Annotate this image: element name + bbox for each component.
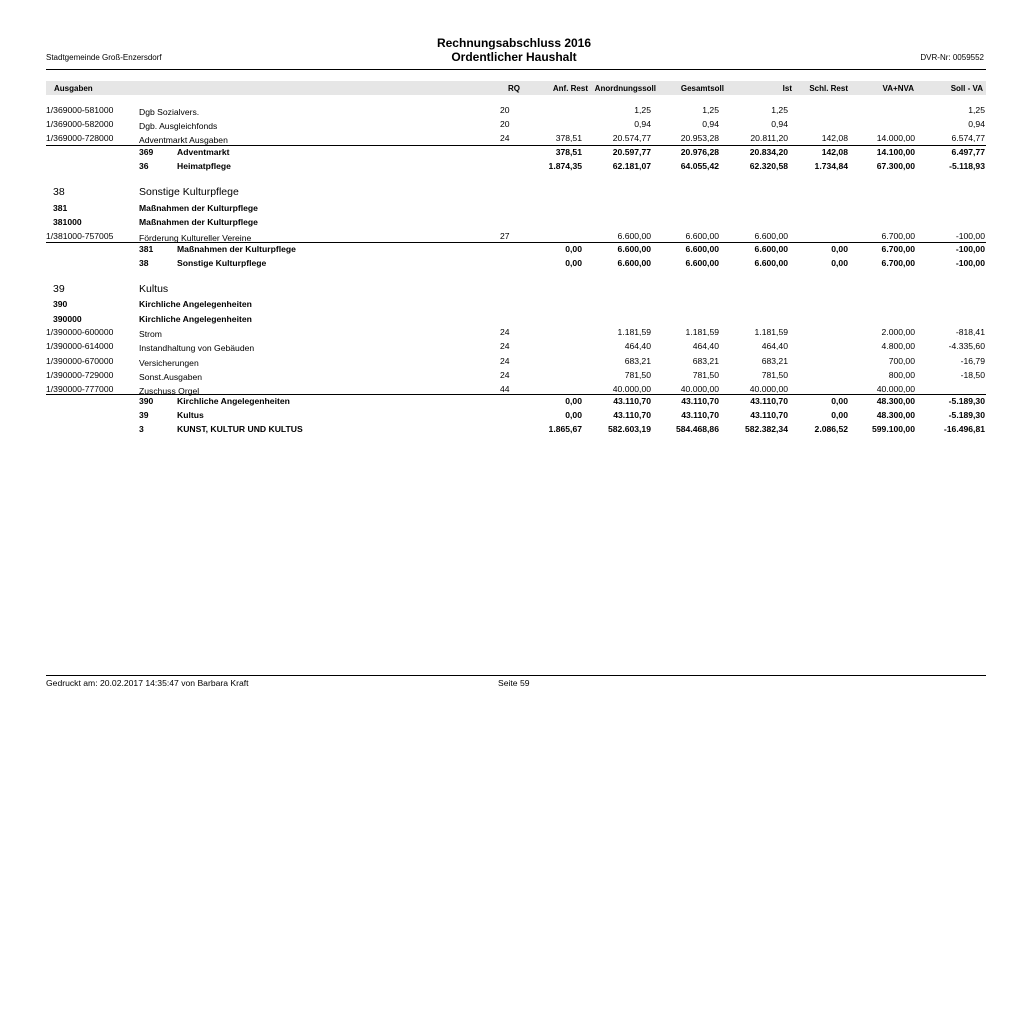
cell-ges: 584.468,86 <box>675 424 719 434</box>
cell-anord: 20.597,77 <box>612 147 651 157</box>
cell-ges: 20.953,28 <box>680 133 719 143</box>
cell-anf: 0,00 <box>565 258 582 268</box>
print-info: Gedruckt am: 20.02.2017 14:35:47 von Barbara Kraft <box>46 678 249 688</box>
cell-anf: 0,00 <box>565 410 582 420</box>
account-description: Zuschuss Orgel <box>139 386 200 396</box>
cell-anf: 0,00 <box>565 396 582 406</box>
page-number: Seite 59 <box>498 678 530 688</box>
sub-title: Maßnahmen der Kulturpflege <box>139 203 258 213</box>
cell-rq: 24 <box>500 341 510 351</box>
cell-ges: 43.110,70 <box>681 396 719 406</box>
cell-sva: -5.189,30 <box>948 396 985 406</box>
cell-schl: 0,00 <box>831 396 848 406</box>
col-va-nva: VA+NVA <box>882 84 914 93</box>
cell-ges: 0,94 <box>702 119 719 129</box>
cell-va: 4.800,00 <box>881 341 915 351</box>
cell-anord: 1,25 <box>634 105 651 115</box>
municipality-name: Stadtgemeinde Groß-Enzersdorf <box>46 53 162 62</box>
sum-code: 38 <box>139 258 149 268</box>
cell-ist: 20.834,20 <box>749 147 788 157</box>
sum-code: 3 <box>139 424 144 434</box>
sum-label: Adventmarkt <box>177 147 230 157</box>
cell-sva: 0,94 <box>968 119 985 129</box>
sum-code: 369 <box>139 147 154 157</box>
cell-anord: 683,21 <box>624 356 651 366</box>
group-code: 38 <box>53 186 65 198</box>
cell-anord: 43.110,70 <box>613 396 651 406</box>
cell-schl: 142,08 <box>821 133 848 143</box>
cell-sva: -100,00 <box>955 258 985 268</box>
cell-ist: 62.320,58 <box>749 161 788 171</box>
cell-ist: 0,94 <box>771 119 788 129</box>
sub-code: 390000 <box>53 314 82 324</box>
subtotal-rule <box>46 242 986 243</box>
sub-title: Kirchliche Angelegenheiten <box>139 314 252 324</box>
cell-schl: 1.734,84 <box>814 161 848 171</box>
header-divider <box>46 69 986 70</box>
sub-title: Maßnahmen der Kulturpflege <box>139 217 258 227</box>
cell-va: 48.300,00 <box>876 396 915 406</box>
cell-schl: 142,08 <box>821 147 848 157</box>
cell-anord: 582.603,19 <box>607 424 651 434</box>
cell-anord: 6.600,00 <box>617 258 651 268</box>
cell-va: 599.100,00 <box>871 424 915 434</box>
col-anordnungssoll: Anordnungssoll <box>594 84 656 93</box>
cell-sva: 6.497,77 <box>951 147 985 157</box>
cell-anord: 20.574,77 <box>612 133 651 143</box>
cell-anord: 40.000,00 <box>612 384 651 394</box>
sum-label: Kultus <box>177 410 204 420</box>
sum-label: KUNST, KULTUR UND KULTUS <box>177 424 303 434</box>
cell-va: 67.300,00 <box>876 161 915 171</box>
sum-label: Heimatpflege <box>177 161 231 171</box>
col-ausgaben: Ausgaben <box>54 84 93 93</box>
report-title-line2: Ordentlicher Haushalt <box>451 50 577 64</box>
cell-ist: 582.382,34 <box>744 424 788 434</box>
account-number: 1/390000-600000 <box>46 327 114 337</box>
cell-rq: 44 <box>500 384 510 394</box>
cell-ist: 40.000,00 <box>749 384 788 394</box>
cell-schl: 0,00 <box>831 244 848 254</box>
cell-anf: 0,00 <box>565 244 582 254</box>
cell-va: 14.100,00 <box>876 147 915 157</box>
cell-schl: 0,00 <box>831 410 848 420</box>
account-description: Strom <box>139 329 162 339</box>
cell-va: 40.000,00 <box>876 384 915 394</box>
col-gesamtsoll: Gesamtsoll <box>680 84 724 93</box>
account-number: 1/390000-670000 <box>46 356 114 366</box>
cell-sva: -16,79 <box>960 356 985 366</box>
account-number: 1/369000-581000 <box>46 105 114 115</box>
cell-va: 700,00 <box>888 356 915 366</box>
cell-ist: 6.600,00 <box>754 231 788 241</box>
account-description: Versicherungen <box>139 358 199 368</box>
cell-va: 14.000,00 <box>876 133 915 143</box>
cell-sva: -16.496,81 <box>943 424 985 434</box>
cell-ges: 6.600,00 <box>685 244 719 254</box>
cell-sva: -100,00 <box>955 244 985 254</box>
cell-ges: 6.600,00 <box>685 231 719 241</box>
account-number: 1/390000-777000 <box>46 384 114 394</box>
cell-sva: -818,41 <box>955 327 985 337</box>
sum-code: 39 <box>139 410 149 420</box>
cell-sva: -4.335,60 <box>948 341 985 351</box>
cell-schl: 2.086,52 <box>814 424 848 434</box>
subtotal-rule <box>46 394 986 395</box>
sub-title: Kirchliche Angelegenheiten <box>139 299 252 309</box>
cell-sva: -18,50 <box>960 370 985 380</box>
cell-ges: 781,50 <box>692 370 719 380</box>
col-schl-rest: Schl. Rest <box>809 84 848 93</box>
cell-sva: -5.189,30 <box>948 410 985 420</box>
cell-va: 6.700,00 <box>881 258 915 268</box>
account-description: Förderung Kultureller Vereine <box>139 233 252 243</box>
cell-ist: 43.110,70 <box>750 396 788 406</box>
cell-anord: 6.600,00 <box>617 231 651 241</box>
footer-divider <box>46 675 986 676</box>
sub-code: 381000 <box>53 217 82 227</box>
sum-label: Maßnahmen der Kulturpflege <box>177 244 296 254</box>
sum-code: 381 <box>139 244 154 254</box>
account-number: 1/369000-728000 <box>46 133 114 143</box>
cell-ges: 1.181,59 <box>685 327 719 337</box>
cell-ist: 683,21 <box>761 356 788 366</box>
cell-rq: 20 <box>500 119 510 129</box>
cell-rq: 24 <box>500 327 510 337</box>
cell-rq: 24 <box>500 133 510 143</box>
cell-va: 800,00 <box>888 370 915 380</box>
cell-va: 2.000,00 <box>881 327 915 337</box>
cell-ist: 464,40 <box>761 341 788 351</box>
cell-ist: 781,50 <box>761 370 788 380</box>
cell-rq: 24 <box>500 370 510 380</box>
account-description: Dgb. Ausgleichfonds <box>139 121 218 131</box>
sum-label: Kirchliche Angelegenheiten <box>177 396 290 406</box>
cell-anf: 1.865,67 <box>548 424 582 434</box>
col-rq: RQ <box>508 84 520 93</box>
cell-va: 6.700,00 <box>881 244 915 254</box>
dvr-number: DVR-Nr: 0059552 <box>920 53 984 62</box>
cell-ist: 6.600,00 <box>754 258 788 268</box>
report-title <box>300 36 728 64</box>
group-code: 39 <box>53 283 65 295</box>
group-title: Kultus <box>139 283 169 295</box>
cell-sva: -5.118,93 <box>949 161 985 171</box>
cell-ist: 43.110,70 <box>750 410 788 420</box>
cell-va: 6.700,00 <box>881 231 915 241</box>
cell-rq: 24 <box>500 356 510 366</box>
col-ist: Ist <box>782 84 792 93</box>
account-number: 1/390000-729000 <box>46 370 114 380</box>
cell-anord: 62.181,07 <box>612 161 651 171</box>
cell-schl: 0,00 <box>831 258 848 268</box>
cell-ges: 683,21 <box>692 356 719 366</box>
sub-code: 390 <box>53 299 68 309</box>
cell-rq: 27 <box>500 231 510 241</box>
sub-code: 381 <box>53 203 68 213</box>
account-number: 1/381000-757005 <box>46 231 114 241</box>
account-description: Sonst.Ausgaben <box>139 372 203 382</box>
column-header-bar <box>46 81 986 95</box>
cell-ges: 20.976,28 <box>680 147 719 157</box>
account-number: 1/369000-582000 <box>46 119 114 129</box>
cell-va: 48.300,00 <box>876 410 915 420</box>
sum-code: 390 <box>139 396 154 406</box>
cell-rq: 20 <box>500 105 510 115</box>
cell-sva: 1,25 <box>968 105 985 115</box>
cell-anf: 378,51 <box>555 147 582 157</box>
group-title: Sonstige Kulturpflege <box>139 186 239 198</box>
cell-anord: 781,50 <box>624 370 651 380</box>
cell-ges: 64.055,42 <box>680 161 719 171</box>
cell-sva: 6.574,77 <box>951 133 985 143</box>
cell-anord: 464,40 <box>624 341 651 351</box>
cell-ges: 40.000,00 <box>680 384 719 394</box>
cell-anord: 1.181,59 <box>617 327 651 337</box>
account-description: Instandhaltung von Gebäuden <box>139 343 255 353</box>
cell-anf: 1.874,35 <box>548 161 582 171</box>
sum-label: Sonstige Kulturpflege <box>177 258 267 268</box>
cell-anord: 0,94 <box>634 119 651 129</box>
cell-anord: 6.600,00 <box>617 244 651 254</box>
cell-ges: 1,25 <box>702 105 719 115</box>
cell-ist: 1,25 <box>771 105 788 115</box>
col-soll-va: Soll - VA <box>950 84 983 93</box>
cell-ist: 1.181,59 <box>754 327 788 337</box>
cell-ges: 464,40 <box>692 341 719 351</box>
account-description: Adventmarkt Ausgaben <box>139 135 228 145</box>
cell-ges: 6.600,00 <box>685 258 719 268</box>
cell-ist: 6.600,00 <box>754 244 788 254</box>
col-anf-rest: Anf. Rest <box>552 84 588 93</box>
cell-ist: 20.811,20 <box>750 133 788 143</box>
cell-anf: 378,51 <box>555 133 582 143</box>
report-title-line1: Rechnungsabschluss 2016 <box>436 36 592 50</box>
cell-sva: -100,00 <box>955 231 985 241</box>
account-description: Dgb Sozialvers. <box>139 107 200 117</box>
subtotal-rule <box>46 145 986 146</box>
cell-ges: 43.110,70 <box>681 410 719 420</box>
sum-code: 36 <box>139 161 149 171</box>
account-number: 1/390000-614000 <box>46 341 114 351</box>
cell-anord: 43.110,70 <box>613 410 651 420</box>
